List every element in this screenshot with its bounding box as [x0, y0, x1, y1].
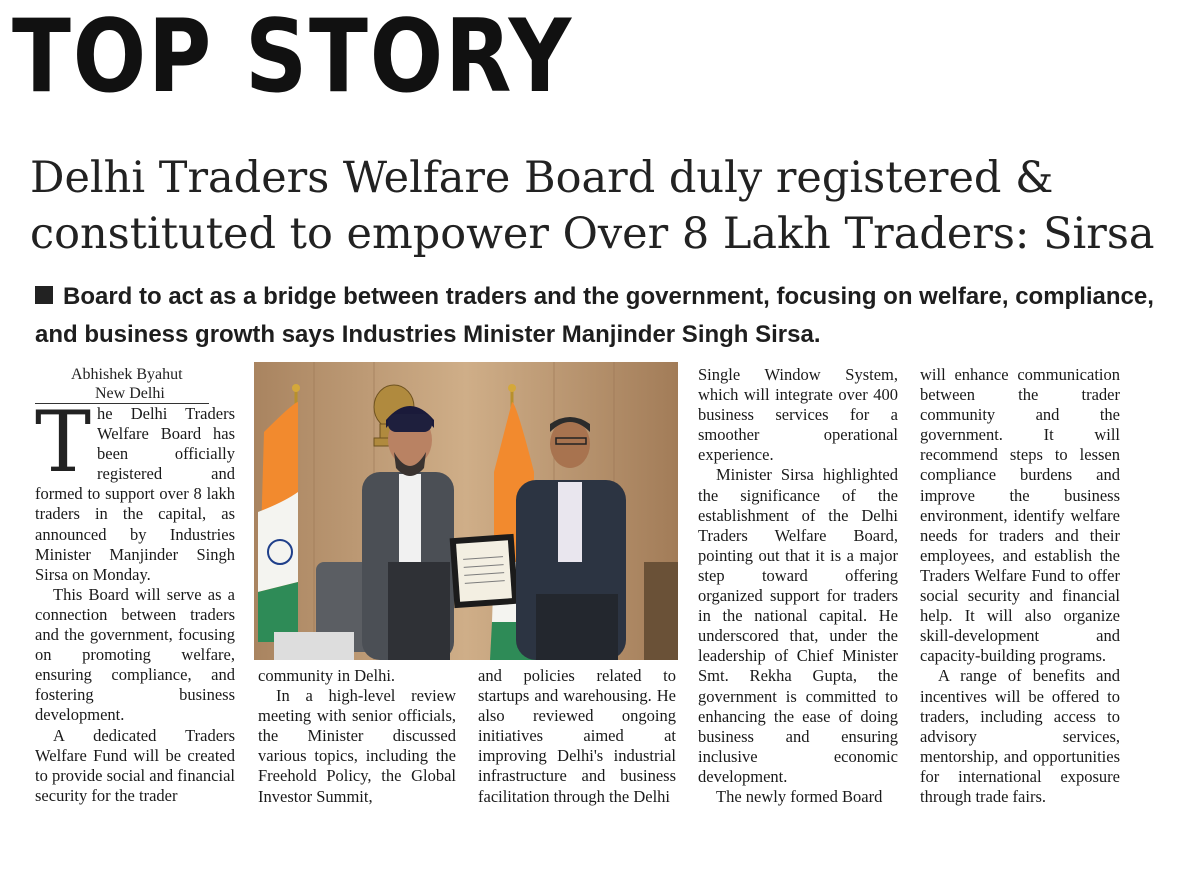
certificate-frame [450, 534, 519, 608]
paragraph: and policies related to startups and warehousing. He also reviewed ongoing initiatives aimed at improving Delhi's industrial infrastructure and business facilitation through the Delhi [478, 666, 676, 806]
article-photo [254, 362, 678, 660]
paragraph: he Delhi Traders Welfare Board has been officially registered and formed to support over 8 lakh traders in the capital, as announced by Industries Minister Manjinder Singh Sirsa on Monday. [35, 404, 235, 584]
article-headline: Delhi Traders Welfare Board duly registered & constituted to empower Over 8 Lakh Traders: Sirsa [30, 153, 1155, 259]
paragraph: Single Window System, which will integrate over 400 business services for a smoother operational experience. [698, 365, 898, 465]
paragraph: A dedicated Traders Welfare Fund will be created to provide social and financial security for the trader [35, 725, 235, 805]
drop-cap: T [35, 393, 92, 491]
article-column-5 [920, 365, 1120, 807]
desk-items [274, 632, 354, 660]
article-column-2 [258, 666, 456, 807]
photo-illustration [254, 362, 678, 660]
article-deck [35, 278, 1195, 354]
paragraph: will enhance communication between the trader community and the government. It will recommend steps to lessen compliance burdens and improve the business environment, identify welfare needs for traders and their employees, and establish the Traders Welfare Fund to offer social security and financial help. It will also organize skill-development and capacity-building programs. [920, 365, 1120, 666]
paragraph: community in Delhi. [258, 666, 396, 685]
article-column-4 [698, 365, 898, 807]
paragraph: The newly formed Board [716, 786, 883, 806]
cabinet [644, 562, 678, 660]
paragraph: This Board will serve as a connection between traders and the government, focusing on promoting welfare, ensuring compliance, and fostering business development. [35, 584, 235, 725]
paragraph: In a high-level review meeting with senior officials, the Minister discussed various topics, including the Freehold Policy, the Global Investor Summit, [258, 686, 456, 806]
article-column-1 [35, 365, 235, 806]
byline-author: Abhishek Byahut [71, 366, 183, 383]
deck-text: Board to act as a bridge between traders and the government, focusing on welfare, compliance, and business growth says Industries Minister Manjinder Singh Sirsa. [35, 283, 1154, 348]
byline-location: New Delhi [35, 384, 209, 404]
bullet-square-icon [35, 286, 53, 304]
paragraph: A range of benefits and incentives will be offered to traders, including access to advisory services, mentorship, and opportunities for international exposure through trade fairs. [920, 666, 1120, 806]
article-column-3 [478, 666, 676, 807]
paragraph: Minister Sirsa highlighted the significance of the establishment of the Delhi Traders Welfare Board, pointing out that it is a major step toward offering organized support for traders in the national capital. He underscored that, under the leadership of Chief Minister Smt. Rekha Gupta, the government is committed to enhancing the ease of doing business and ensuring inclusive economic development. [698, 465, 898, 786]
section-masthead: TOP STORY [12, 0, 573, 116]
